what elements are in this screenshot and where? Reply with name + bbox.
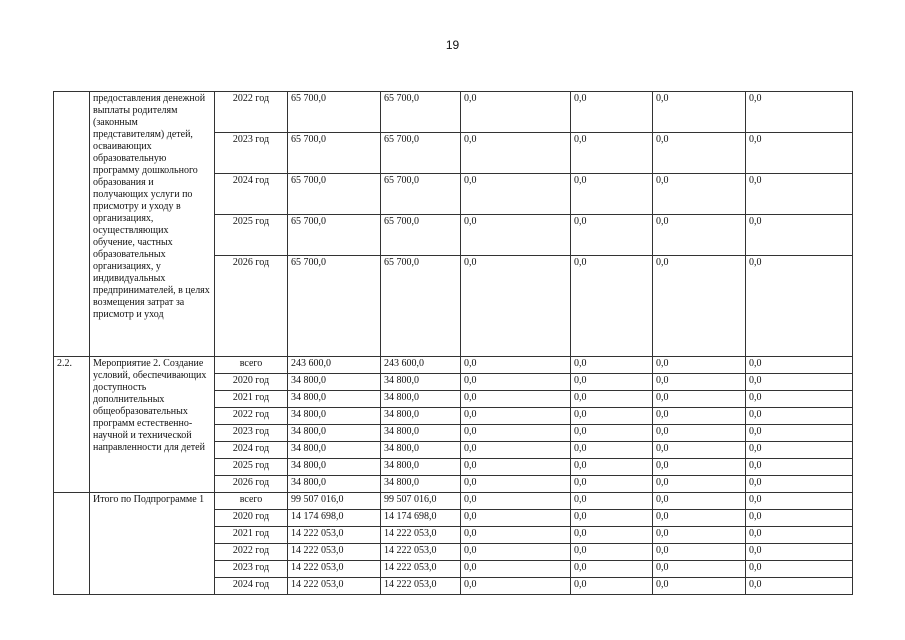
amount-cell: 0,0 [571,544,653,561]
amount-cell: 0,0 [746,357,853,374]
amount-cell: 0,0 [746,133,853,174]
amount-cell: 0,0 [653,578,746,595]
amount-cell: 0,0 [653,408,746,425]
amount-cell: 0,0 [653,561,746,578]
amount-cell: 65 700,0 [381,133,461,174]
amount-cell: 14 222 053,0 [381,527,461,544]
amount-cell: 0,0 [653,544,746,561]
period-cell: 2025 год [215,215,288,256]
amount-cell: 0,0 [461,357,571,374]
amount-cell: 0,0 [571,391,653,408]
amount-cell: 65 700,0 [381,92,461,133]
amount-cell: 0,0 [571,493,653,510]
amount-cell: 0,0 [461,408,571,425]
amount-cell: 0,0 [571,561,653,578]
amount-cell: 0,0 [571,459,653,476]
period-cell: всего [215,357,288,374]
amount-cell: 0,0 [461,391,571,408]
amount-cell: 34 800,0 [288,391,381,408]
period-cell: 2023 год [215,425,288,442]
amount-cell: 0,0 [461,92,571,133]
amount-cell: 0,0 [653,133,746,174]
amount-cell: 14 174 698,0 [381,510,461,527]
amount-cell: 0,0 [746,391,853,408]
amount-cell: 0,0 [461,527,571,544]
table-body [54,92,853,595]
period-cell: 2026 год [215,256,288,357]
amount-cell: 0,0 [571,527,653,544]
amount-cell: 34 800,0 [288,374,381,391]
item-number-cell [54,493,90,595]
amount-cell: 0,0 [653,425,746,442]
amount-cell: 14 222 053,0 [288,578,381,595]
amount-cell: 0,0 [746,544,853,561]
amount-cell: 0,0 [746,476,853,493]
period-cell: 2022 год [215,544,288,561]
amount-cell: 0,0 [461,510,571,527]
amount-cell: 0,0 [571,374,653,391]
amount-cell: 99 507 016,0 [381,493,461,510]
period-cell: 2026 год [215,476,288,493]
amount-cell: 65 700,0 [381,215,461,256]
amount-cell: 34 800,0 [288,442,381,459]
amount-cell: 0,0 [571,578,653,595]
amount-cell: 0,0 [461,374,571,391]
amount-cell: 0,0 [746,256,853,357]
period-cell: 2024 год [215,578,288,595]
amount-cell: 0,0 [746,215,853,256]
period-cell: 2024 год [215,442,288,459]
amount-cell: 0,0 [746,578,853,595]
period-cell: 2022 год [215,408,288,425]
amount-cell: 243 600,0 [381,357,461,374]
period-cell: 2021 год [215,391,288,408]
amount-cell: 0,0 [461,215,571,256]
amount-cell: 0,0 [746,527,853,544]
amount-cell: 0,0 [746,561,853,578]
amount-cell: 0,0 [653,442,746,459]
amount-cell: 0,0 [571,133,653,174]
amount-cell: 65 700,0 [288,256,381,357]
amount-cell: 0,0 [746,425,853,442]
amount-cell: 0,0 [461,133,571,174]
amount-cell: 0,0 [746,510,853,527]
item-name-cell: Итого по Подпрограмме 1 [90,493,215,595]
amount-cell: 34 800,0 [288,408,381,425]
amount-cell: 0,0 [653,174,746,215]
table-row [54,92,853,133]
amount-cell: 65 700,0 [288,174,381,215]
amount-cell: 0,0 [461,256,571,357]
amount-cell: 0,0 [746,92,853,133]
amount-cell: 0,0 [571,408,653,425]
amount-cell: 34 800,0 [288,459,381,476]
amount-cell: 0,0 [653,357,746,374]
item-number-cell [54,92,90,357]
amount-cell: 0,0 [571,174,653,215]
item-name-cell: Мероприятие 2. Создание условий, обеспечивающих доступность дополнительных общеобразовательных программ естественно-научной и технической направленности для детей [90,357,215,493]
amount-cell: 34 800,0 [381,374,461,391]
amount-cell: 34 800,0 [381,391,461,408]
amount-cell: 0,0 [461,578,571,595]
item-name-cell: предоставления денежной выплаты родителям (законным представителям) детей, осваивающих образовательную программу дошкольного образования и получающих услуги по присмотру и уходу в организациях, осуществляющих обучение, частных образовательных организациях, у индивидуальных предпринимателей, в целях возмещения затрат за присмотр и уход [90,92,215,357]
amount-cell: 65 700,0 [381,256,461,357]
amount-cell: 0,0 [653,215,746,256]
amount-cell: 0,0 [461,493,571,510]
item-number-cell: 2.2. [54,357,90,493]
amount-cell: 0,0 [571,510,653,527]
amount-cell: 14 222 053,0 [288,561,381,578]
table-row [54,493,853,510]
period-cell: 2020 год [215,374,288,391]
amount-cell: 99 507 016,0 [288,493,381,510]
amount-cell: 0,0 [746,408,853,425]
period-cell: 2021 год [215,527,288,544]
amount-cell: 0,0 [653,92,746,133]
budget-table [53,91,853,595]
amount-cell: 0,0 [461,425,571,442]
amount-cell: 0,0 [461,544,571,561]
amount-cell: 0,0 [571,256,653,357]
amount-cell: 34 800,0 [381,459,461,476]
amount-cell: 0,0 [653,256,746,357]
period-cell: 2020 год [215,510,288,527]
amount-cell: 14 222 053,0 [381,544,461,561]
period-cell: 2022 год [215,92,288,133]
amount-cell: 0,0 [653,459,746,476]
amount-cell: 0,0 [653,510,746,527]
amount-cell: 65 700,0 [288,133,381,174]
amount-cell: 34 800,0 [381,476,461,493]
amount-cell: 0,0 [461,174,571,215]
amount-cell: 0,0 [571,442,653,459]
amount-cell: 34 800,0 [381,408,461,425]
amount-cell: 34 800,0 [381,425,461,442]
amount-cell: 0,0 [571,357,653,374]
amount-cell: 65 700,0 [288,92,381,133]
amount-cell: 0,0 [571,92,653,133]
amount-cell: 65 700,0 [288,215,381,256]
period-cell: 2023 год [215,561,288,578]
amount-cell: 0,0 [746,374,853,391]
amount-cell: 0,0 [653,476,746,493]
amount-cell: 14 222 053,0 [288,544,381,561]
amount-cell: 34 800,0 [381,442,461,459]
amount-cell: 34 800,0 [288,476,381,493]
amount-cell: 0,0 [571,425,653,442]
period-cell: 2025 год [215,459,288,476]
amount-cell: 0,0 [746,493,853,510]
amount-cell: 0,0 [461,459,571,476]
amount-cell: 0,0 [746,174,853,215]
amount-cell: 34 800,0 [288,425,381,442]
period-cell: всего [215,493,288,510]
period-cell: 2024 год [215,174,288,215]
page-number: 19 [445,38,460,52]
amount-cell: 0,0 [461,442,571,459]
amount-cell: 0,0 [461,561,571,578]
amount-cell: 0,0 [746,459,853,476]
amount-cell: 0,0 [746,442,853,459]
amount-cell: 14 222 053,0 [381,561,461,578]
amount-cell: 0,0 [653,493,746,510]
period-cell: 2023 год [215,133,288,174]
amount-cell: 14 222 053,0 [381,578,461,595]
amount-cell: 14 222 053,0 [288,527,381,544]
amount-cell: 0,0 [571,476,653,493]
amount-cell: 65 700,0 [381,174,461,215]
amount-cell: 0,0 [653,527,746,544]
amount-cell: 14 174 698,0 [288,510,381,527]
amount-cell: 243 600,0 [288,357,381,374]
table-row [54,357,853,374]
amount-cell: 0,0 [461,476,571,493]
amount-cell: 0,0 [653,374,746,391]
amount-cell: 0,0 [571,215,653,256]
amount-cell: 0,0 [653,391,746,408]
